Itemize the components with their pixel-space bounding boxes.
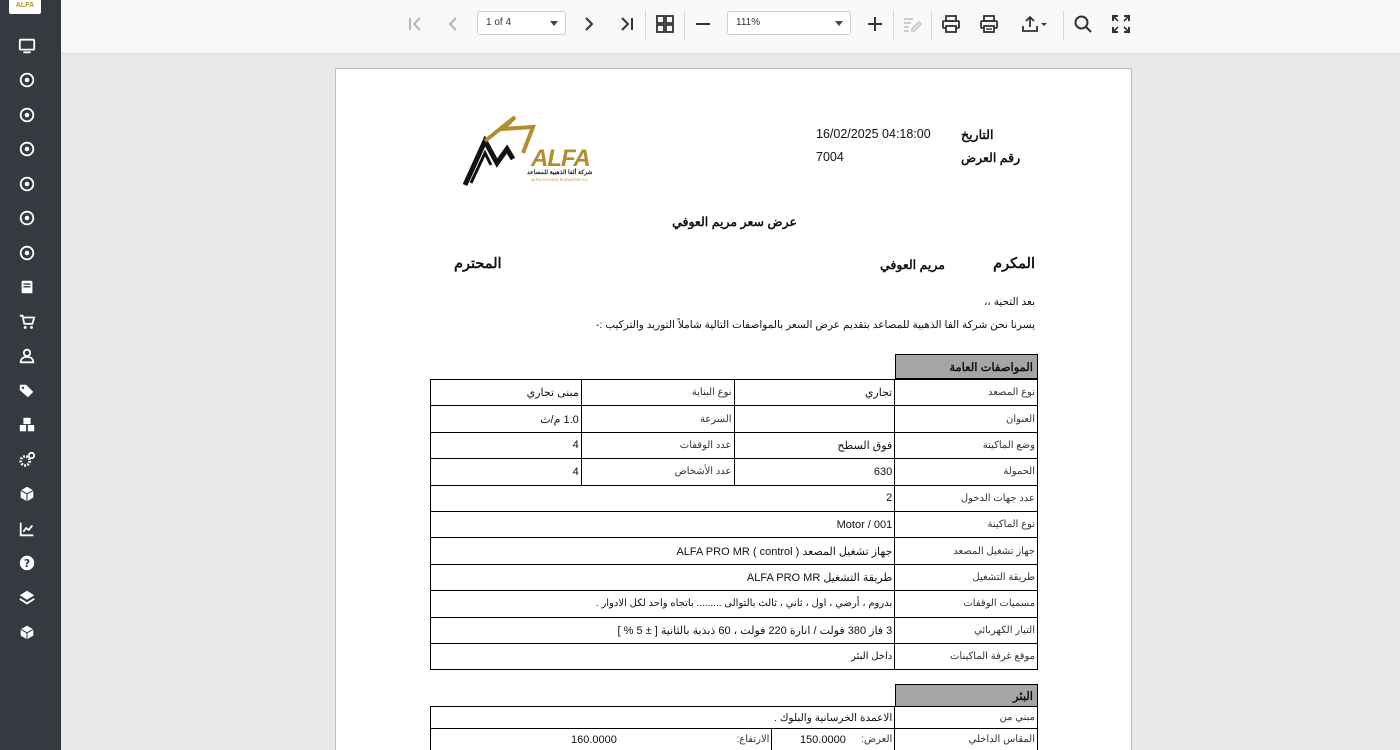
fullscreen-icon[interactable]: [1108, 11, 1134, 37]
height-label: الارتفاع:: [721, 729, 772, 750]
circle-dot-icon[interactable]: [16, 242, 38, 264]
spec-value: 4: [431, 432, 582, 458]
spec-label: مسميات الوقفات: [895, 591, 1038, 617]
shaft-table: [430, 706, 1038, 750]
circle-dot-icon[interactable]: [16, 138, 38, 160]
app-logo[interactable]: [9, 0, 41, 14]
zoom-out-icon[interactable]: [690, 11, 716, 37]
respected-label: المحترم: [454, 256, 502, 272]
logo-arabic-name: شركة ألفا الذهبية للمصاعد: [527, 170, 593, 176]
date-label: التاريخ: [961, 128, 994, 142]
spec-value: 1.0 م/ث: [431, 406, 582, 432]
spec-value: فوق السطح: [734, 432, 895, 458]
export-icon[interactable]: [1014, 11, 1054, 37]
sidebar: [0, 0, 61, 750]
logo-word: ALFA: [531, 145, 590, 172]
spec-label: طريقة التشغيل: [895, 564, 1038, 590]
circle-dot-icon[interactable]: [16, 173, 38, 195]
chart-line-icon[interactable]: [16, 518, 38, 540]
height-value: 160.0000: [571, 733, 617, 746]
spec-label: الحمولة: [895, 459, 1038, 485]
greeting-text: بعد التحية ،،: [984, 296, 1035, 308]
document-page: [335, 68, 1132, 750]
tags-icon[interactable]: [16, 380, 38, 402]
spec-label: نوع الماكينة: [895, 511, 1038, 537]
spec-value: جهاز تشغيل المصعد ( ALFA PRO MR ( control: [431, 538, 895, 564]
circle-dot-icon[interactable]: [16, 207, 38, 229]
search-icon[interactable]: [1070, 11, 1096, 37]
table-row: [431, 485, 1038, 511]
chevron-down-icon: [550, 21, 558, 26]
spec-label: التيار الكهربائي: [895, 617, 1038, 643]
shaft-title: البئر: [1013, 690, 1033, 703]
height-cell: [431, 729, 722, 750]
pdf-toolbar: [61, 0, 1400, 54]
toolbar-divider: [1063, 10, 1064, 40]
next-page-icon[interactable]: [576, 11, 602, 37]
box-open-icon[interactable]: [16, 621, 38, 643]
monitor-icon[interactable]: [16, 35, 38, 57]
print-pdf-icon[interactable]: [976, 11, 1002, 37]
toolbar-divider: [893, 10, 894, 40]
box-icon[interactable]: [16, 483, 38, 505]
table-row: [431, 591, 1038, 617]
toolbar-divider: [645, 10, 646, 40]
chevron-down-icon: [835, 21, 843, 26]
honorific: المكرم: [993, 256, 1035, 272]
zoom-in-icon[interactable]: [862, 11, 888, 37]
spec-label: المقاس الداخلي: [895, 729, 1038, 750]
toolbar-divider: [931, 10, 932, 40]
print-icon[interactable]: [938, 11, 964, 37]
document-title: عرض سعر مريم العوفي: [672, 215, 797, 229]
spec-label: جهاز تشغيل المصعد: [895, 538, 1038, 564]
cart-icon[interactable]: [16, 311, 38, 333]
zoom-select[interactable]: [727, 11, 851, 35]
circle-dot-icon[interactable]: [16, 104, 38, 126]
table-row: [431, 729, 1038, 750]
spec-label: وضع الماكينة: [895, 432, 1038, 458]
intro-text: يسرنا نحن شركة الفا الذهبية للمصاعد بتقديم عرض السعر بالمواصفات التالية شاملاً التوريد والتركيب :-: [595, 319, 1035, 331]
shaft-header: [895, 684, 1038, 707]
zoom-select-value: 111%: [736, 17, 761, 28]
spec-value: 2: [431, 485, 895, 511]
spec-value: الاعمدة الخرسانية والبلوك .: [431, 707, 895, 729]
offer-number-value: 7004: [816, 150, 844, 164]
spec-value: Motor / 001: [431, 511, 895, 537]
table-row: [431, 459, 1038, 485]
spec-value: 630: [734, 459, 895, 485]
spec-value: تجاري: [734, 380, 895, 406]
multi-page-view-icon[interactable]: [652, 11, 678, 37]
spec-value: داخل البئر: [431, 643, 895, 669]
table-row: [431, 538, 1038, 564]
spec-label: السرعة: [581, 406, 734, 432]
general-specs-table: [430, 379, 1038, 670]
table-row: [431, 564, 1038, 590]
width-value: 150.0000: [772, 729, 848, 750]
table-row: [431, 643, 1038, 669]
width-label: العرض:: [848, 729, 895, 750]
spec-value: 3 فاز 380 فولت / انارة 220 فولت ، 60 ذبذبة بالثانية [ ± 5 % ]: [431, 617, 895, 643]
spec-label: عدد الوقفات: [581, 432, 734, 458]
edit-text-icon[interactable]: [899, 11, 925, 37]
spec-label: عدد الأشخاص: [581, 459, 734, 485]
page-select-value: 1 of 4: [486, 17, 512, 28]
offer-number-label: رقم العرض: [961, 151, 1021, 165]
book-icon[interactable]: [16, 276, 38, 298]
spec-label: نوع البناية: [581, 380, 734, 406]
table-row: [431, 617, 1038, 643]
table-row: [431, 432, 1038, 458]
spec-label: العنوان: [895, 406, 1038, 432]
logo-english-name: ALFA GOLDEN ELEVATOR CO.: [531, 177, 589, 182]
toolbar-divider: [684, 10, 685, 40]
general-specs-header: [895, 354, 1038, 379]
spec-label: نوع المصعد: [895, 380, 1038, 406]
user-icon[interactable]: [16, 345, 38, 367]
spec-label: عدد جهات الدخول: [895, 485, 1038, 511]
circle-dot-icon[interactable]: [16, 69, 38, 91]
spec-value: طريقة التشغيل ALFA PRO MR: [431, 564, 895, 590]
question-icon[interactable]: [16, 552, 38, 574]
page-select[interactable]: [477, 11, 566, 35]
general-specs-title: المواصفات العامة: [949, 361, 1033, 374]
table-row: [431, 707, 1038, 729]
gears-icon[interactable]: [16, 449, 38, 471]
table-row: [431, 406, 1038, 432]
spec-value: بدروم ، أرضي ، اول ، ثاني ، ثالث بالتوالى ......... باتجاه واحد لكل الادوار .: [431, 591, 895, 617]
previous-page-icon[interactable]: [440, 11, 466, 37]
spec-label: موقع غرفة الماكينات: [895, 643, 1038, 669]
spec-value: [734, 406, 895, 432]
spec-label: مبني من: [895, 707, 1038, 729]
date-value: 16/02/2025 04:18:00: [816, 127, 931, 141]
spec-value: 4: [431, 459, 582, 485]
last-page-icon[interactable]: [614, 11, 640, 37]
customer-name: مريم العوفي: [879, 258, 945, 272]
spec-value: مبنى تجاري: [431, 380, 582, 406]
svg-text:?: ?: [23, 557, 31, 571]
table-row: [431, 511, 1038, 537]
table-row: [431, 380, 1038, 406]
first-page-icon[interactable]: [402, 11, 428, 37]
layers-icon[interactable]: [16, 587, 38, 609]
cubes-icon[interactable]: [16, 414, 38, 436]
company-logo: [463, 113, 608, 187]
app-logo-text: ALFA: [15, 2, 35, 9]
